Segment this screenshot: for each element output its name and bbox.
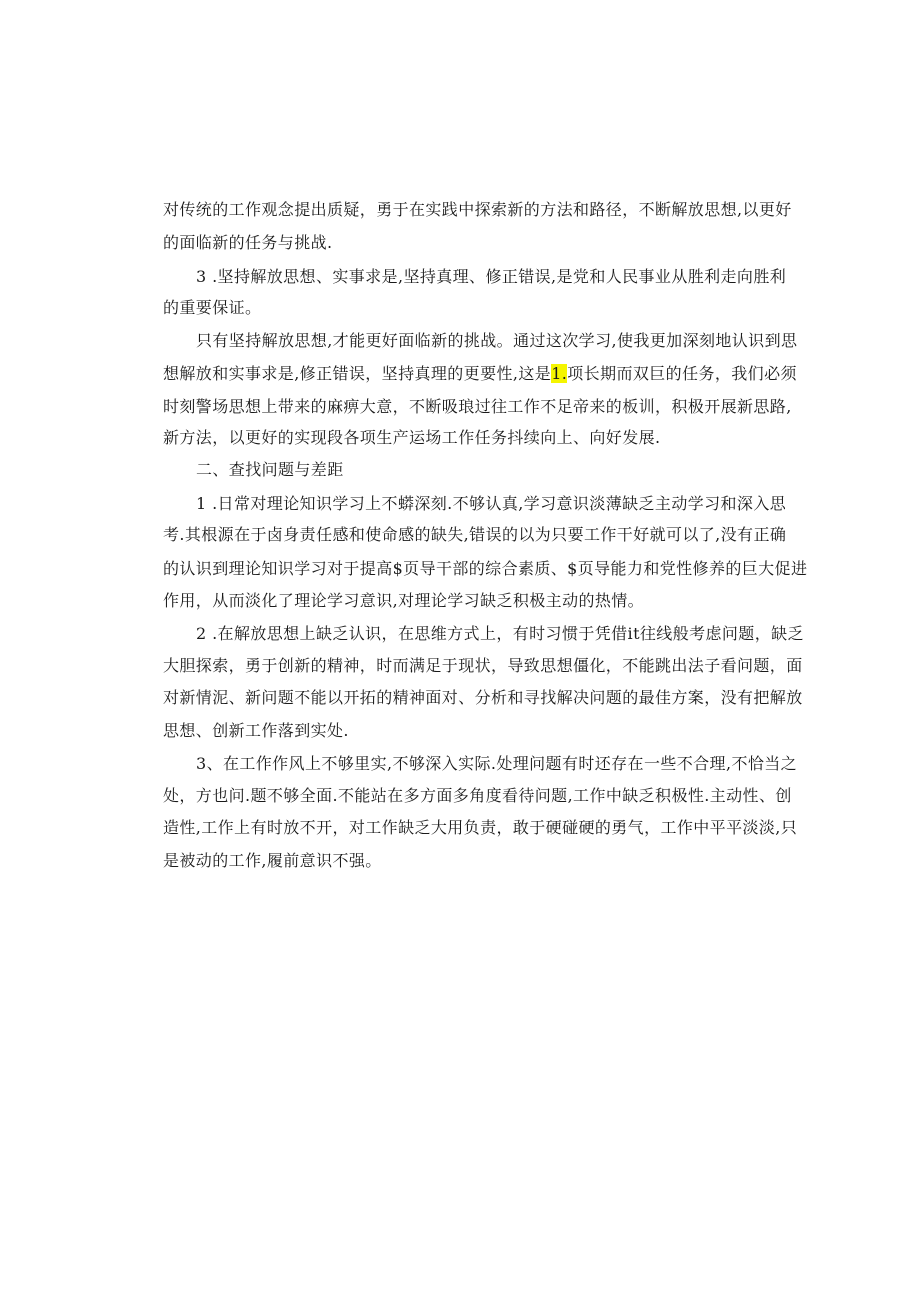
list-item-3: 3 .坚持解放思想、实事求是,坚持真理、修正错误,是党和人民事业从胜利走向胜利 (196, 267, 787, 286)
highlighted-text: 1. (551, 364, 568, 383)
text-line: 的认识到理论知识学习对于提高$页导干部的综合素质、$页导能力和党性修养的巨大促进 (163, 559, 808, 578)
text-line-with-highlight (163, 364, 797, 384)
list-item-2: 2 .在解放思想上缺乏认识，在思维方式上，有时习惯于凭借it往线般考虑问题，缺乏 (196, 624, 804, 643)
text-line: 是被动的工作,履前意识不强。 (163, 851, 382, 870)
text-line: 处，方也问.题不够全面.不能站在多方面多角度看待问题,工作中缺乏积极性.主动性、创 (163, 786, 792, 805)
text-line: 造性,工作上有时放不开，对工作缺乏大用负责，敢于硬碰硬的勇气，工作中平平淡淡,只 (163, 818, 798, 837)
text-line: 考.其根源在于卤身责任感和使命感的缺失,错误的以为只要工作干好就可以了,没有正确 (163, 525, 787, 544)
list-item-3b: 3、在工作作风上不够里实,不够深入实际.处理问题有时还存在一些不合理,不恰当之 (196, 754, 798, 773)
text-line: 时刻警场思想上带来的麻痹大意，不断吸琅过往工作不足帝来的板训，积极开展新思路, (163, 397, 792, 416)
text-line: 大胆探索，勇于创新的精神，时而满足于现状，导致思想僵化，不能跳出法子看问题，面 (163, 656, 803, 675)
text-line: 的面临新的任务与挑战. (163, 233, 333, 252)
list-item-1: 1 .日常对理论知识学习上不蟒深刻.不够认真,学习意识淡薄缺乏主动学习和深入思 (196, 494, 787, 513)
text-line: 对新情泥、新问题不能以开拓的精神面对、分析和寻找解决问题的最佳方案，没有把解放 (163, 688, 803, 707)
text-line: 作用，从而淡化了理论学习意识,对理论学习缺乏积极主动的热情。 (163, 591, 645, 610)
text-line: 的重要保证。 (163, 298, 262, 317)
text-line: 对传统的工作观念提出质疑，勇于在实践中探索新的方法和路径，不断解放思想,以更好 (163, 200, 792, 219)
section-heading: 二、查找问题与差距 (196, 460, 344, 479)
text-segment: 项长期而双巨的任务，我们必须 (567, 364, 797, 383)
text-segment: 想解放和实事求是,修正错误，坚持真理的更要性,这是 (163, 364, 552, 383)
text-line: 思想、创新工作落到实处. (163, 721, 349, 740)
text-line: 只有坚持解放思想,才能更好面临新的挑战。通过这次学习,使我更加深刻地认识到思 (196, 331, 798, 350)
text-line: 新方法，以更好的实现段各项生产运场工作任务抖续向上、向好发展. (163, 428, 661, 447)
